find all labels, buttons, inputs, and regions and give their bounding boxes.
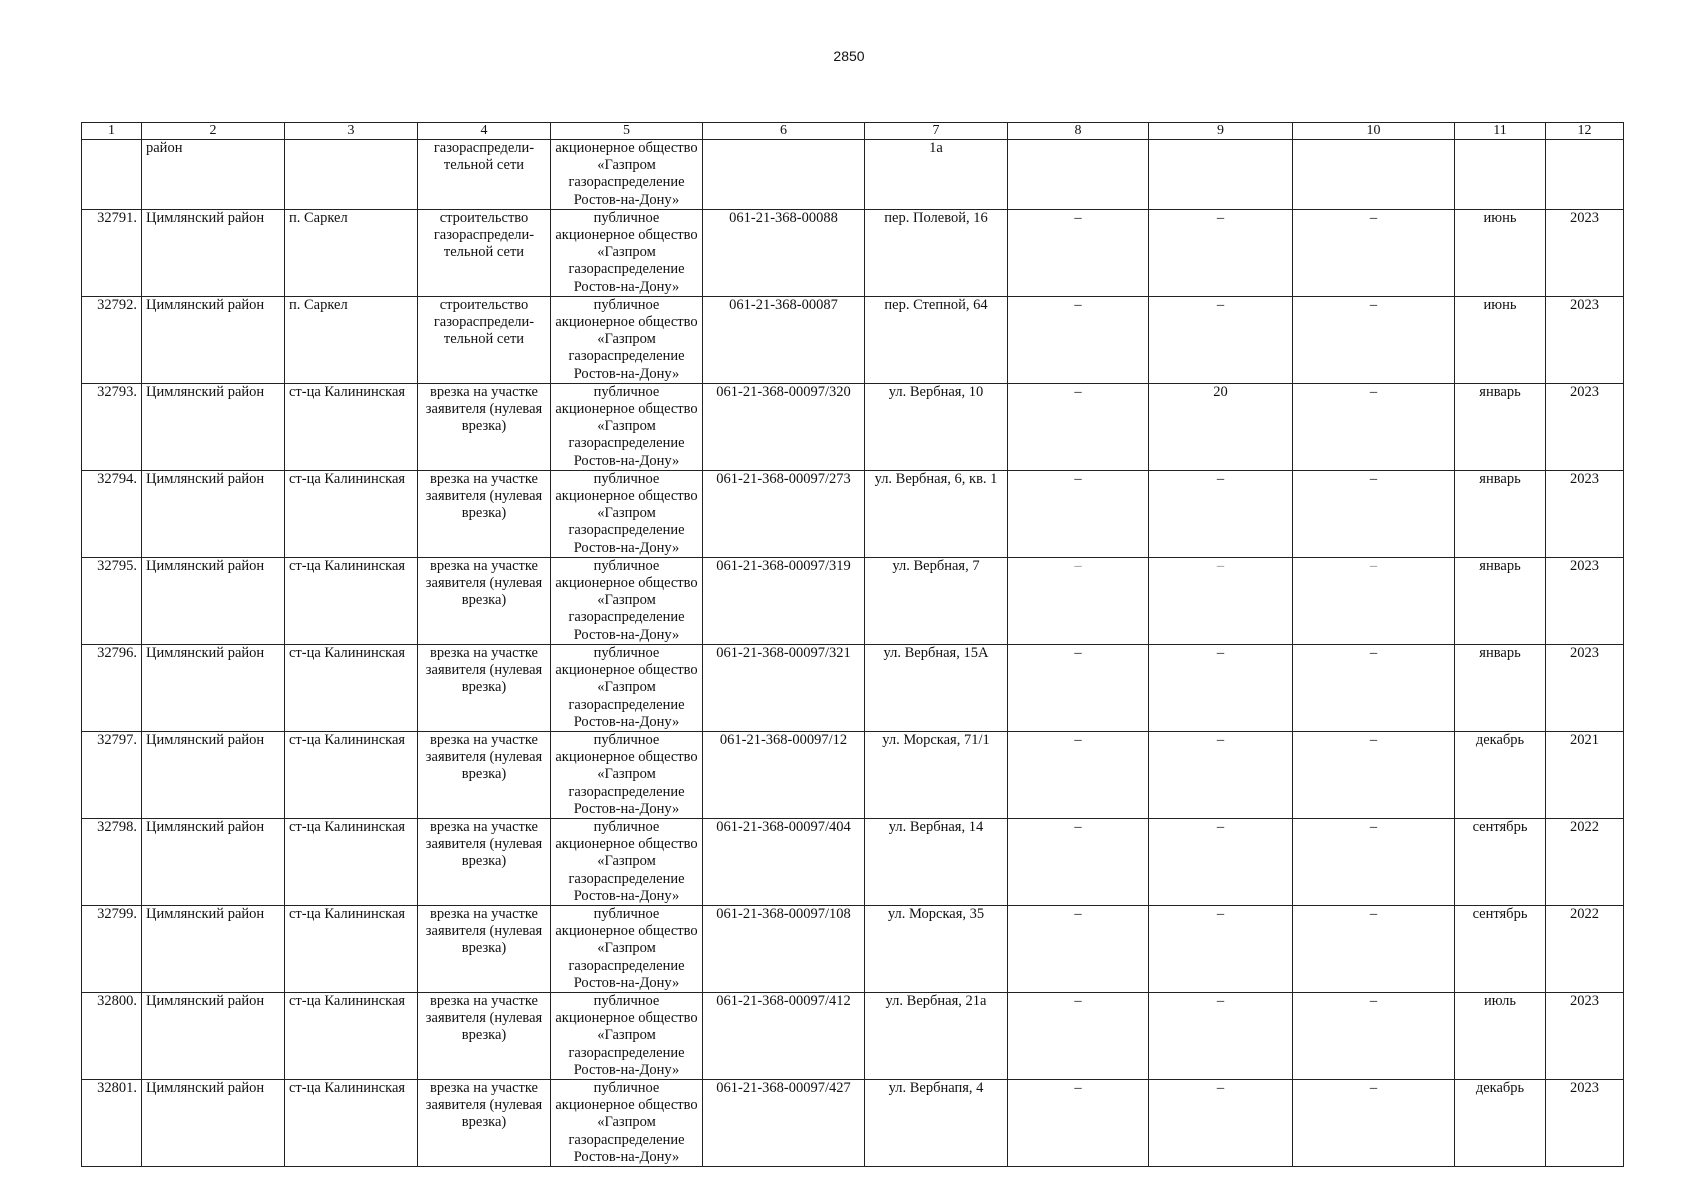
cell-work: врезка на участке заявителя (нулевая врезка) [418, 905, 551, 992]
cell-org: публичное акционерное общество «Газпром газораспределение Ростов-на-Дону» [551, 209, 703, 296]
cell-col8: – [1008, 644, 1149, 731]
cell-locality [285, 140, 418, 210]
cell-year: 2023 [1546, 992, 1624, 1079]
cell-col10: – [1293, 470, 1455, 557]
cell-month: сентябрь [1455, 818, 1546, 905]
column-number: 1 [82, 123, 142, 140]
cell-col8: – [1008, 1079, 1149, 1166]
cell-district: Цимлянский район [142, 296, 285, 383]
column-number: 5 [551, 123, 703, 140]
cell-address: ул. Вербная, 15А [865, 644, 1008, 731]
cell-code: 061-21-368-00097/12 [703, 731, 865, 818]
cell-col8: – [1008, 818, 1149, 905]
cell-col9: – [1149, 209, 1293, 296]
cell-col9: – [1149, 731, 1293, 818]
cell-index: 32797. [82, 731, 142, 818]
cell-year: 2023 [1546, 644, 1624, 731]
cell-address: ул. Вербная, 6, кв. 1 [865, 470, 1008, 557]
cell-locality: ст-ца Калининская [285, 383, 418, 470]
cell-col9: – [1149, 296, 1293, 383]
cell-code: 061-21-368-00097/404 [703, 818, 865, 905]
cell-col8 [1008, 140, 1149, 210]
cell-org: публичное акционерное общество «Газпром газораспределение Ростов-на-Дону» [551, 818, 703, 905]
cell-month: декабрь [1455, 1079, 1546, 1166]
cell-col9: – [1149, 905, 1293, 992]
cell-district: Цимлянский район [142, 470, 285, 557]
cell-col10: – [1293, 644, 1455, 731]
cell-org: публичное акционерное общество «Газпром газораспределение Ростов-на-Дону» [551, 905, 703, 992]
cell-work: врезка на участке заявителя (нулевая врезка) [418, 992, 551, 1079]
cell-address: ул. Вербная, 7 [865, 557, 1008, 644]
cell-index: 32796. [82, 644, 142, 731]
cell-year: 2023 [1546, 1079, 1624, 1166]
cell-month: июнь [1455, 296, 1546, 383]
cell-locality: ст-ца Калининская [285, 1079, 418, 1166]
cell-year: 2023 [1546, 557, 1624, 644]
cell-col10: – [1293, 209, 1455, 296]
cell-address: ул. Вербная, 10 [865, 383, 1008, 470]
column-number: 9 [1149, 123, 1293, 140]
table-row [82, 905, 1624, 992]
table-row [82, 383, 1624, 470]
column-number: 7 [865, 123, 1008, 140]
table-row [82, 209, 1624, 296]
cell-col10: – [1293, 731, 1455, 818]
cell-work: врезка на участке заявителя (нулевая врезка) [418, 731, 551, 818]
cell-month: январь [1455, 383, 1546, 470]
column-number: 4 [418, 123, 551, 140]
column-number: 12 [1546, 123, 1624, 140]
cell-col8: – [1008, 992, 1149, 1079]
cell-code: 061-21-368-00097/273 [703, 470, 865, 557]
cell-locality: п. Саркел [285, 296, 418, 383]
cell-col8: – [1008, 383, 1149, 470]
cell-index [82, 140, 142, 210]
cell-year: 2021 [1546, 731, 1624, 818]
register-table [81, 122, 1624, 1167]
table-row [82, 470, 1624, 557]
cell-col10: – [1293, 992, 1455, 1079]
cell-col8: – [1008, 905, 1149, 992]
cell-address: ул. Вербная, 21а [865, 992, 1008, 1079]
cell-col9: – [1149, 992, 1293, 1079]
cell-org: публичное акционерное общество «Газпром газораспределение Ростов-на-Дону» [551, 1079, 703, 1166]
cell-work: врезка на участке заявителя (нулевая врезка) [418, 1079, 551, 1166]
cell-address: пер. Степной, 64 [865, 296, 1008, 383]
column-number: 8 [1008, 123, 1149, 140]
cell-month: июнь [1455, 209, 1546, 296]
cell-year: 2023 [1546, 296, 1624, 383]
cell-col9: – [1149, 557, 1293, 644]
cell-address: ул. Морская, 35 [865, 905, 1008, 992]
cell-index: 32795. [82, 557, 142, 644]
cell-index: 32799. [82, 905, 142, 992]
column-number: 6 [703, 123, 865, 140]
cell-code: 061-21-368-00097/427 [703, 1079, 865, 1166]
cell-col9 [1149, 140, 1293, 210]
cell-year: 2022 [1546, 818, 1624, 905]
cell-code: 061-21-368-00097/412 [703, 992, 865, 1079]
cell-col10: – [1293, 296, 1455, 383]
table-row [82, 557, 1624, 644]
column-number: 11 [1455, 123, 1546, 140]
cell-col9: – [1149, 818, 1293, 905]
cell-month: январь [1455, 557, 1546, 644]
cell-district: Цимлянский район [142, 383, 285, 470]
cell-col10 [1293, 140, 1455, 210]
cell-year: 2023 [1546, 383, 1624, 470]
cell-code: 061-21-368-00097/108 [703, 905, 865, 992]
cell-address: ул. Морская, 71/1 [865, 731, 1008, 818]
cell-locality: ст-ца Калининская [285, 557, 418, 644]
cell-col9: 20 [1149, 383, 1293, 470]
column-number: 3 [285, 123, 418, 140]
cell-month [1455, 140, 1546, 210]
cell-address: ул. Вербная, 14 [865, 818, 1008, 905]
cell-index: 32800. [82, 992, 142, 1079]
cell-district: Цимлянский район [142, 644, 285, 731]
cell-district: район [142, 140, 285, 210]
cell-col8: – [1008, 209, 1149, 296]
cell-org: публичное акционерное общество «Газпром газораспределение Ростов-на-Дону» [551, 992, 703, 1079]
cell-year [1546, 140, 1624, 210]
cell-month: сентябрь [1455, 905, 1546, 992]
cell-org: публичное акционерное общество «Газпром газораспределение Ростов-на-Дону» [551, 470, 703, 557]
cell-index: 32791. [82, 209, 142, 296]
cell-col10: – [1293, 1079, 1455, 1166]
cell-address: пер. Полевой, 16 [865, 209, 1008, 296]
cell-locality: ст-ца Калининская [285, 644, 418, 731]
cell-col9: – [1149, 470, 1293, 557]
column-number: 10 [1293, 123, 1455, 140]
cell-col10: – [1293, 383, 1455, 470]
cell-index: 32793. [82, 383, 142, 470]
cell-code: 061-21-368-00097/320 [703, 383, 865, 470]
cell-org: публичное акционерное общество «Газпром газораспределение Ростов-на-Дону» [551, 383, 703, 470]
cell-work: строительство газораспредели-тельной сети [418, 209, 551, 296]
cell-org: публичное акционерное общество «Газпром газораспределение Ростов-на-Дону» [551, 731, 703, 818]
cell-index: 32794. [82, 470, 142, 557]
cell-month: январь [1455, 470, 1546, 557]
table-row [82, 992, 1624, 1079]
cell-code [703, 140, 865, 210]
cell-col8: – [1008, 731, 1149, 818]
cell-locality: ст-ца Калининская [285, 731, 418, 818]
cell-locality: ст-ца Калининская [285, 992, 418, 1079]
cell-address: ул. Вербнапя, 4 [865, 1079, 1008, 1166]
table-row [82, 296, 1624, 383]
cell-year: 2023 [1546, 209, 1624, 296]
table-body [82, 123, 1624, 1167]
cell-district: Цимлянский район [142, 209, 285, 296]
table-row [82, 731, 1624, 818]
cell-address: 1а [865, 140, 1008, 210]
cell-year: 2022 [1546, 905, 1624, 992]
page-number: 2850 [833, 48, 865, 64]
cell-col8: – [1008, 557, 1149, 644]
cell-work: врезка на участке заявителя (нулевая врезка) [418, 383, 551, 470]
cell-locality: ст-ца Калининская [285, 818, 418, 905]
cell-col10: – [1293, 818, 1455, 905]
table-row [82, 818, 1624, 905]
cell-col8: – [1008, 470, 1149, 557]
cell-work: газораспредели-тельной сети [418, 140, 551, 210]
cell-district: Цимлянский район [142, 905, 285, 992]
cell-district: Цимлянский район [142, 992, 285, 1079]
cell-month: июль [1455, 992, 1546, 1079]
cell-month: декабрь [1455, 731, 1546, 818]
cell-code: 061-21-368-00088 [703, 209, 865, 296]
table-row [82, 1079, 1624, 1166]
cell-work: врезка на участке заявителя (нулевая врезка) [418, 470, 551, 557]
cell-org: акционерное общество «Газпром газораспределение Ростов-на-Дону» [551, 140, 703, 210]
cell-col9: – [1149, 644, 1293, 731]
cell-code: 061-21-368-00097/319 [703, 557, 865, 644]
cell-work: строительство газораспредели-тельной сети [418, 296, 551, 383]
cell-code: 061-21-368-00087 [703, 296, 865, 383]
cell-work: врезка на участке заявителя (нулевая врезка) [418, 818, 551, 905]
cell-locality: ст-ца Калининская [285, 470, 418, 557]
cell-code: 061-21-368-00097/321 [703, 644, 865, 731]
column-number: 2 [142, 123, 285, 140]
cell-year: 2023 [1546, 470, 1624, 557]
cell-org: публичное акционерное общество «Газпром газораспределение Ростов-на-Дону» [551, 557, 703, 644]
cell-org: публичное акционерное общество «Газпром газораспределение Ростов-на-Дону» [551, 644, 703, 731]
cell-locality: ст-ца Калининская [285, 905, 418, 992]
cell-index: 32801. [82, 1079, 142, 1166]
cell-index: 32792. [82, 296, 142, 383]
cell-district: Цимлянский район [142, 731, 285, 818]
cell-work: врезка на участке заявителя (нулевая врезка) [418, 557, 551, 644]
cell-col10: – [1293, 905, 1455, 992]
continuation-row [82, 140, 1624, 210]
cell-col8: – [1008, 296, 1149, 383]
column-number-row [82, 123, 1624, 140]
table-row [82, 644, 1624, 731]
cell-index: 32798. [82, 818, 142, 905]
cell-col10: – [1293, 557, 1455, 644]
cell-work: врезка на участке заявителя (нулевая врезка) [418, 644, 551, 731]
cell-district: Цимлянский район [142, 1079, 285, 1166]
cell-org: публичное акционерное общество «Газпром газораспределение Ростов-на-Дону» [551, 296, 703, 383]
cell-month: январь [1455, 644, 1546, 731]
cell-locality: п. Саркел [285, 209, 418, 296]
cell-district: Цимлянский район [142, 557, 285, 644]
cell-district: Цимлянский район [142, 818, 285, 905]
cell-col9: – [1149, 1079, 1293, 1166]
